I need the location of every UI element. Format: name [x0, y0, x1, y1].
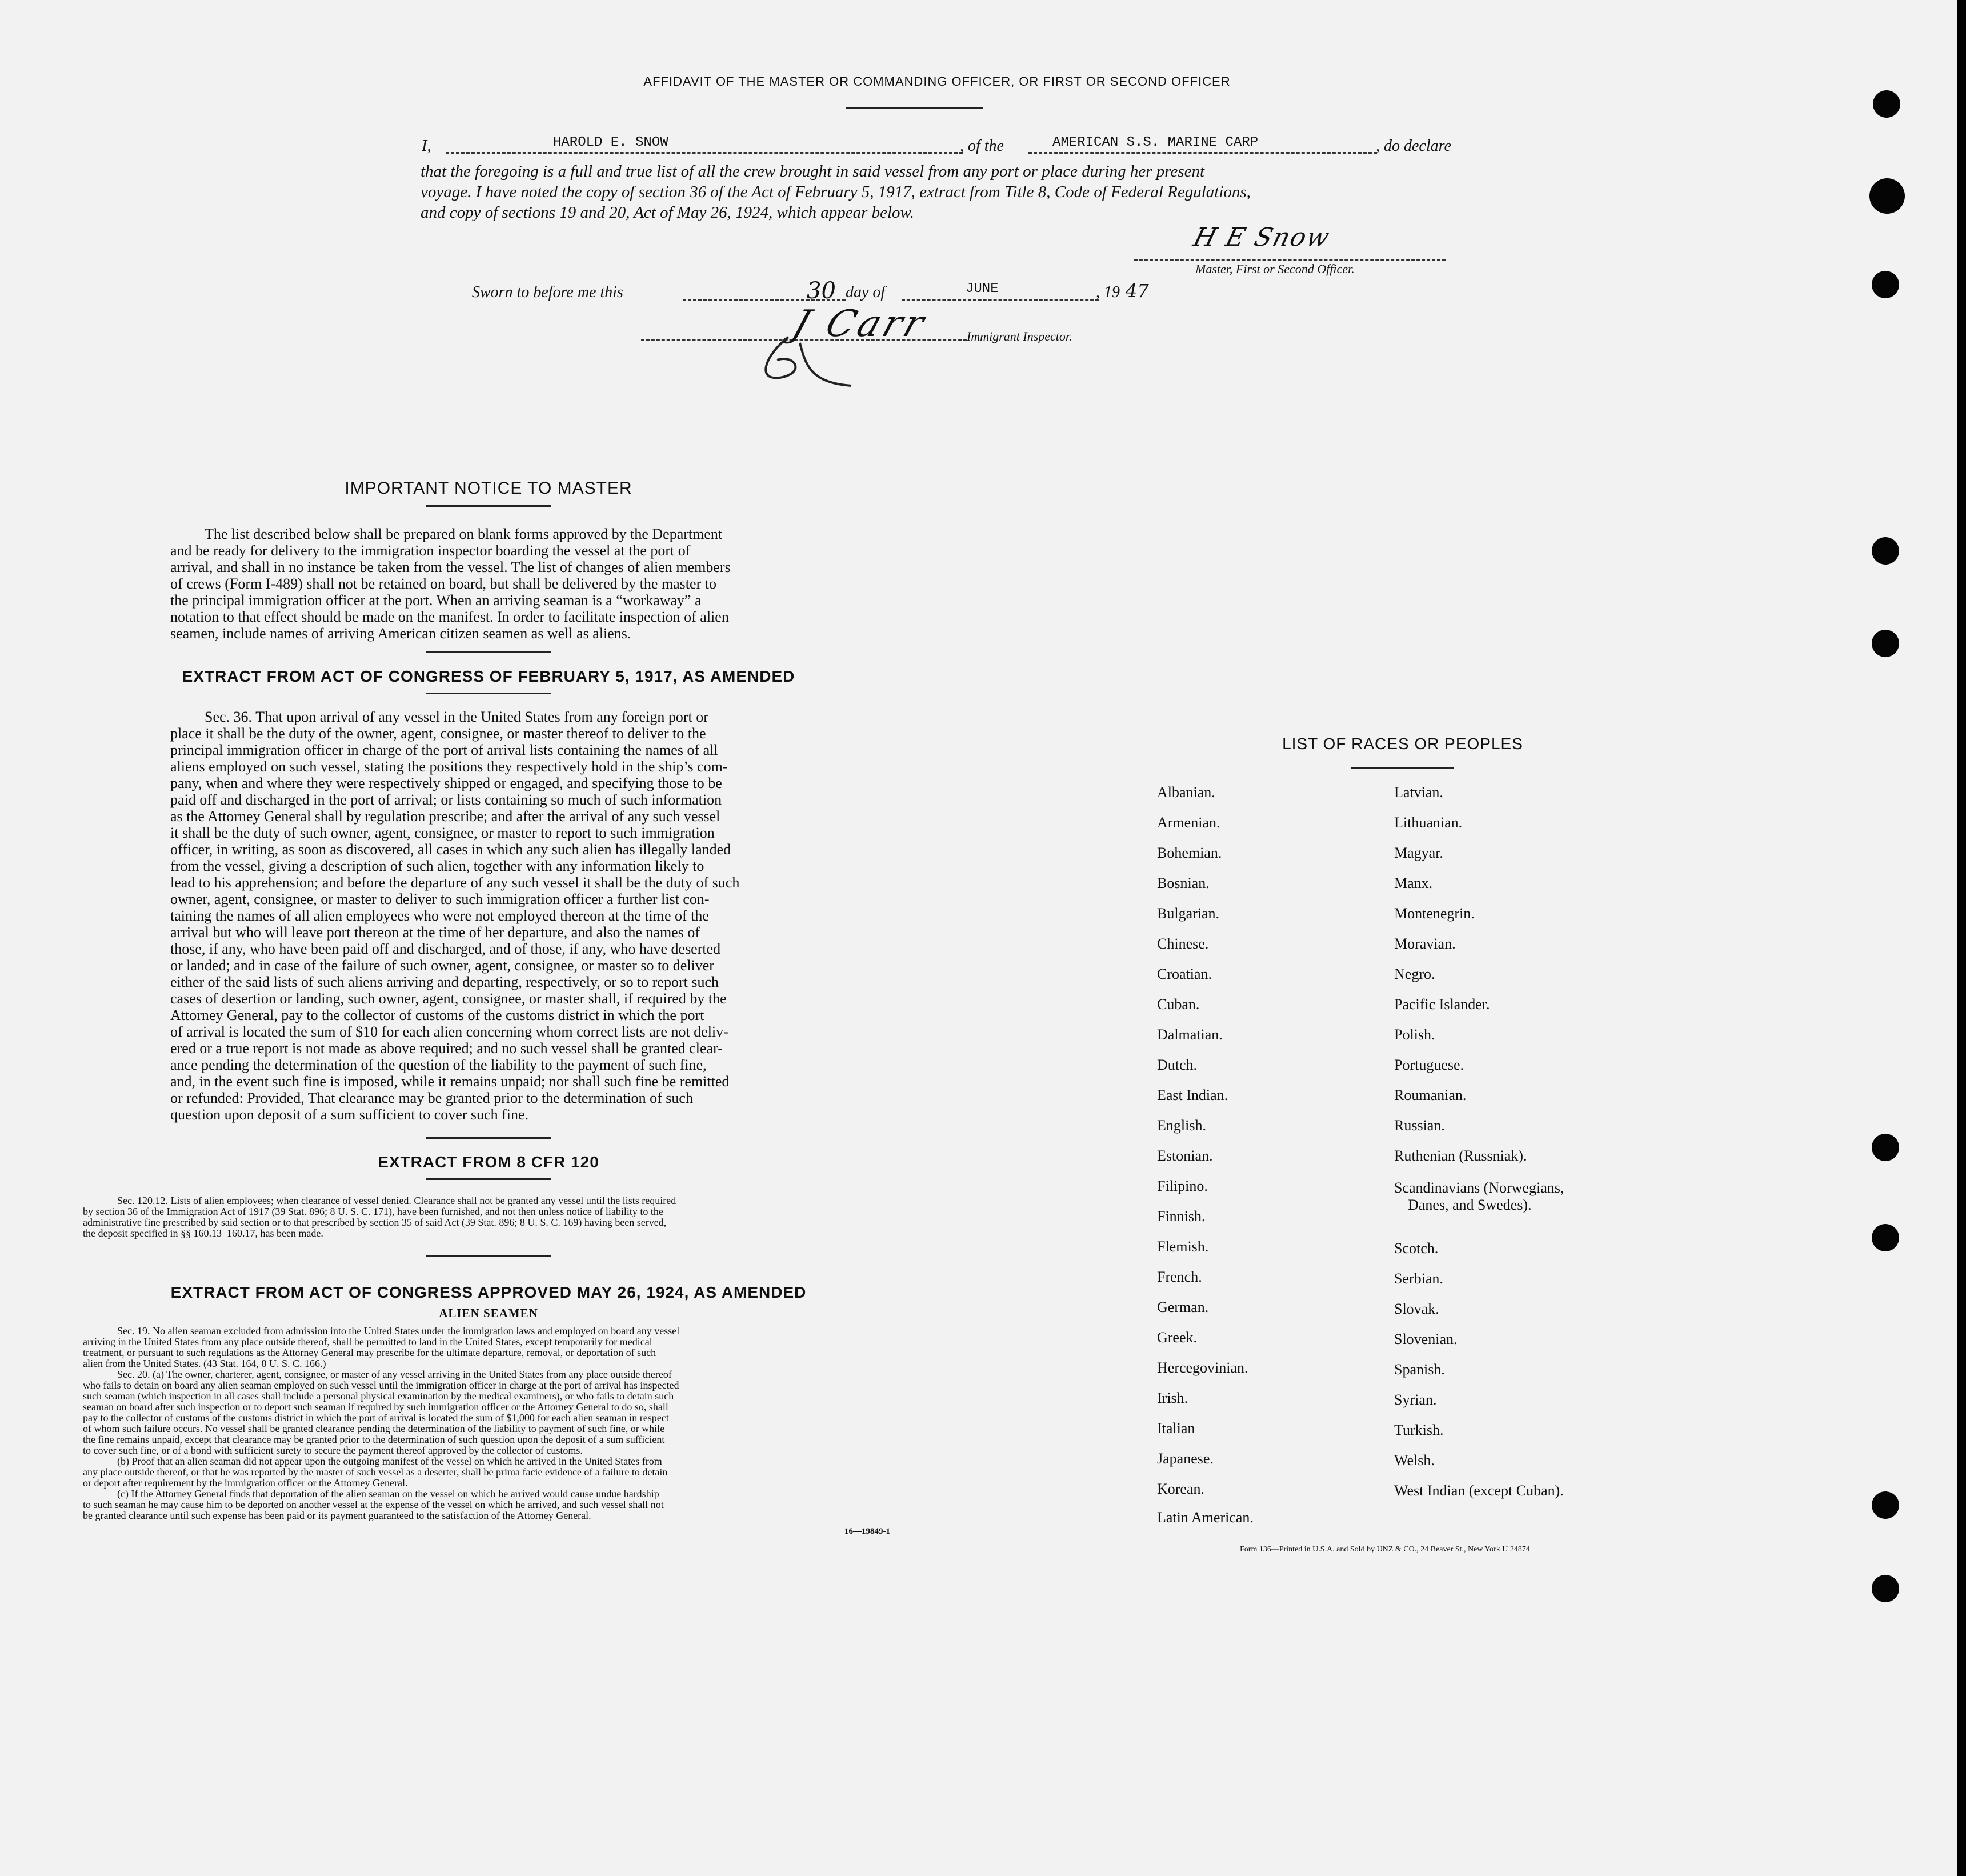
notice-text: [170, 526, 808, 642]
do-declare-label: , do declare: [1376, 137, 1451, 155]
extract-1924-text: [83, 1326, 897, 1521]
notice-line: notation to that effect should be made on the manifest. In order to facilitate inspection of alien: [170, 609, 729, 625]
notice-line: seamen, include names of arriving American citizen seamen as well as aliens.: [170, 625, 631, 642]
extract-1924-line: to cover such fine, or of a bond with sufficient surety to secure the payment thereof approved by the collector of customs.: [83, 1445, 583, 1456]
race-item: East Indian.: [1157, 1087, 1228, 1103]
punch-hole: [1872, 1134, 1899, 1161]
race-item: Welsh.: [1394, 1452, 1435, 1469]
month-blank-line: [902, 299, 1099, 301]
sworn-month-value: JUNE: [966, 281, 999, 297]
extract-1917-line: officer, in writing, as soon as discovered, all cases in which any such alien has illegally landed: [170, 841, 731, 858]
name-blank-line: [446, 152, 963, 154]
cfr-text: [83, 1195, 897, 1239]
extract-1917-line: those, if any, who have been paid off and discharged, and of those, if any, who have deserted: [170, 941, 721, 957]
race-item: Flemish.: [1157, 1238, 1209, 1255]
race-item: Russian.: [1394, 1117, 1445, 1134]
races-left-column: [1157, 784, 1254, 1539]
extract-1917-line: or landed; and in case of the failure of such owner, agent, consignee, or master so to deliver: [170, 957, 714, 974]
race-item: Danes, and Swedes).: [1408, 1197, 1532, 1213]
race-item: Pacific Islander.: [1394, 996, 1490, 1013]
races-right-column: [1394, 784, 1564, 1513]
affidavit-line-3: voyage. I have noted the copy of section 36 of the Act of February 5, 1917, extract from Title 8, Code of Federal Regulations,: [421, 183, 1251, 201]
affidavit-of-the-label: , of the: [960, 137, 1004, 155]
extract-1917-line: owner, agent, consignee, or master to deliver to such immigration officer a further list con-: [170, 891, 710, 907]
extract-1917-line: lead to his apprehension; and before the departure of any such vessel it shall be the duty of such: [170, 874, 740, 891]
race-item: Syrian.: [1394, 1391, 1437, 1408]
extract-1924-heading: EXTRACT FROM ACT OF CONGRESS APPROVED MAY 26, 1924, AS AMENDED: [170, 1283, 807, 1301]
extract-1917-line: of arrival is located the sum of $10 for each alien concerning whom correct lists are not deliv-: [170, 1023, 728, 1040]
punch-hole: [1872, 1491, 1899, 1519]
extract-1917-line: aliens employed on such vessel, stating the positions they respectively hold in the ship’s com-: [170, 758, 728, 775]
extract-1917-line: paid off and discharged in the port of arrival; or lists containing so much of such information: [170, 791, 722, 808]
extract-1917-line: principal immigration officer in charge of the port of arrival lists containing the names of all: [170, 742, 718, 758]
extract-1917-line: taining the names of all alien employees who were not employed thereon at the time of the: [170, 907, 709, 924]
master-signature: H E Snow: [1190, 223, 1334, 252]
master-caption: Master, First or Second Officer.: [1195, 262, 1355, 276]
race-item: Albanian.: [1157, 784, 1215, 801]
extract-1917-line: cases of desertion or landing, such owner, agent, consignee, or master shall, if required by the: [170, 990, 727, 1007]
extract-1917-line: arrival but who will leave port thereon at the time of her departure, and also the names of: [170, 924, 700, 941]
cfr-heading: EXTRACT FROM 8 CFR 120: [378, 1153, 599, 1171]
cfr-end-rule: [426, 1255, 551, 1257]
extract-1924-line: any place outside thereof, or that he was reported by the master of such vessel as a deserter, shall be prima facie evidence of a failure to detain: [83, 1466, 668, 1478]
extract-1917-line: question upon deposit of a sum sufficient to cover such fine.: [170, 1106, 529, 1123]
extract-1924-line: to such seaman he may cause him to be deported on another vessel at the expense of the vessel on which he arrived, and such vessel shall not: [83, 1499, 664, 1510]
extract-1917-line: or refunded: Provided, That clearance may be granted prior to the determination of such: [170, 1090, 693, 1106]
cfr-line: Sec. 120.12. Lists of alien employees; when clearance of vessel denied. Clearance shall not be granted any vessel until the lists required: [117, 1195, 676, 1206]
extract-1924-line: Sec. 19. No alien seaman excluded from admission into the United States under the immigration laws and employed on board any vessel: [117, 1325, 680, 1337]
race-item: German.: [1157, 1299, 1209, 1315]
notice-line: of crews (Form I-489) shall not be retained on board, but shall be delivered by the master to: [170, 575, 716, 592]
vessel-blank-line: [1028, 152, 1377, 154]
extract-1924-line: (b) Proof that an alien seaman did not appear upon the outgoing manifest of the vessel on which he arrived in the United States from: [117, 1455, 662, 1467]
race-item: Estonian.: [1157, 1147, 1213, 1164]
affidavit-heading: AFFIDAVIT OF THE MASTER OR COMMANDING OFFICER, OR FIRST OR SECOND OFFICER: [643, 74, 1231, 89]
extract-1917-line: ered or a true report is not made as above required; and no such vessel shall be granted clear-: [170, 1040, 723, 1057]
punch-hole: [1872, 630, 1899, 657]
extract-1917-line: place it shall be the duty of the owner, agent, consignee, or master thereof to deliver to the: [170, 725, 706, 742]
cfr-line: administrative fine prescribed by said section or to that prescribed by section 35 of said Act (39 Stat. 896; 8 U. S. C. 169) having been served,: [83, 1217, 667, 1228]
race-item: Ruthenian (Russniak).: [1394, 1147, 1527, 1164]
race-item: Bosnian.: [1157, 875, 1210, 891]
inspector-caption: Immigrant Inspector.: [967, 329, 1072, 343]
extract-1924-line: Sec. 20. (a) The owner, charterer, agent, consignee, or master of any vessel arriving in the United States from any place outside thereof: [117, 1369, 672, 1380]
extract-1917-line: from the vessel, giving a description of such alien, together with any information likely to: [170, 858, 704, 874]
extract-1924-line: such seaman (which inspection in all cases shall include a personal physical examination by the medical examiners), or who fails to detain such: [83, 1390, 674, 1402]
printer-imprint: Form 136—Printed in U.S.A. and Sold by UNZ & CO., 24 Beaver St., New York U 24874: [1240, 1545, 1530, 1554]
race-item: Bulgarian.: [1157, 905, 1220, 922]
extract-1924-line: the fine remains unpaid, except that clearance may be granted prior to the determination of such question upon the deposit of a sum sufficient: [83, 1434, 665, 1445]
cfr-line: by section 36 of the Immigration Act of 1917 (39 Stat. 896; 8 U. S. C. 171), have been furnished, and not then unless notice of liability to the: [83, 1206, 663, 1217]
extract-1917-text: [170, 709, 808, 1123]
inspector-signature-flourish: [743, 320, 857, 394]
form-code: 16—19849-1: [844, 1527, 890, 1536]
race-item: Turkish.: [1394, 1422, 1444, 1438]
sworn-year-value: 47: [1126, 280, 1149, 302]
notice-rule: [426, 505, 551, 507]
affidavit-i-label: I,: [422, 137, 431, 155]
race-item: English.: [1157, 1117, 1206, 1134]
extract-1924-line: or deport after requirement by the immigration officer or the Attorney General.: [83, 1477, 408, 1489]
affidavit-line-2: that the foregoing is a full and true list of all the crew brought in said vessel from any port or place during her present: [421, 162, 1205, 181]
cfr-rule: [426, 1178, 551, 1180]
signature-blank-line: [1134, 259, 1446, 261]
extract-1917-line: and, in the event such fine is imposed, while it remains unpaid; nor shall such fine be remitted: [170, 1073, 730, 1090]
race-item: Scandinavians (Norwegians,: [1394, 1179, 1564, 1196]
race-item: Croatian.: [1157, 966, 1212, 982]
race-item: Roumanian.: [1394, 1087, 1467, 1103]
punch-hole: [1872, 1224, 1899, 1251]
race-item: Italian: [1157, 1420, 1195, 1437]
extract-1924-line: treatment, or pursuant to such regulations as the Attorney General may prescribe for the ultimate departure, removal, or deportation of such: [83, 1347, 656, 1358]
notice-line: the principal immigration officer at the port. When an arriving seaman is a “workaway” a: [170, 592, 702, 609]
heading-rule: [846, 107, 983, 109]
extract-1924-line: seaman on board after such inspection or to deport such seaman if required by such immigration officer or the Attorney General to do so, shall: [83, 1401, 668, 1413]
extract-1917-heading: EXTRACT FROM ACT OF CONGRESS OF FEBRUARY 5, 1917, AS AMENDED: [182, 667, 795, 685]
race-item: Latvian.: [1394, 784, 1443, 801]
extract-1917-line: it shall be the duty of such owner, agent, consignee, or master to report to such immigration: [170, 825, 715, 841]
extract-1917-line: as the Attorney General shall by regulation prescribe; and after the arrival of any such vessel: [170, 808, 720, 825]
notice-line: arrival, and shall in no instance be taken from the vessel. The list of changes of alien members: [170, 559, 731, 575]
extract-1924-line: alien from the United States. (43 Stat. 164, 8 U. S. C. 166.): [83, 1358, 326, 1369]
race-item: Serbian.: [1394, 1270, 1443, 1287]
race-item: Manx.: [1394, 875, 1433, 891]
extract-1917-line: either of the said lists of such aliens arriving and departing, respectively, or so to report such: [170, 974, 719, 990]
race-item: Finnish.: [1157, 1208, 1206, 1225]
cfr-line: the deposit specified in §§ 160.13–160.17, has been made.: [83, 1227, 323, 1239]
notice-end-rule: [426, 651, 551, 653]
punch-hole: [1872, 537, 1899, 565]
race-item: Japanese.: [1157, 1450, 1214, 1467]
race-item: Irish.: [1157, 1390, 1188, 1406]
race-item: Polish.: [1394, 1026, 1435, 1043]
races-heading: LIST OF RACES OR PEOPLES: [1282, 735, 1523, 753]
extract-1924-line: be granted clearance until such expense has been paid or its payment guaranteed to the satisfaction of the Attorney General.: [83, 1510, 591, 1521]
race-item: Bohemian.: [1157, 845, 1222, 861]
race-item: Dalmatian.: [1157, 1026, 1223, 1043]
race-item: Montenegrin.: [1394, 905, 1475, 922]
sworn-day-value: 30: [807, 278, 836, 304]
day-of-label: day of: [846, 283, 886, 301]
race-item: French.: [1157, 1269, 1202, 1285]
affidavit-line-4: and copy of sections 19 and 20, Act of May 26, 1924, which appear below.: [421, 203, 914, 222]
extract-1917-end-rule: [426, 1137, 551, 1139]
race-item: Scotch.: [1394, 1240, 1439, 1257]
extract-1924-line: pay to the collector of customs of the customs district in which the port of arrival is located the sum of $1,000 for each alien seaman in respect: [83, 1412, 669, 1423]
race-item: Slovak.: [1394, 1301, 1439, 1317]
race-item: Negro.: [1394, 966, 1435, 982]
race-item: Cuban.: [1157, 996, 1200, 1013]
sworn-label: Sworn to before me this: [472, 283, 623, 301]
race-item: Lithuanian.: [1394, 814, 1463, 831]
race-item: Dutch.: [1157, 1057, 1198, 1073]
race-item: Magyar.: [1394, 845, 1443, 861]
race-item: Moravian.: [1394, 935, 1456, 952]
race-item: Filipino.: [1157, 1178, 1208, 1194]
punch-hole: [1873, 90, 1900, 118]
inspector-signature: J Carr: [787, 303, 933, 345]
extract-1917-line: Sec. 36. That upon arrival of any vessel in the United States from any foreign port or: [205, 709, 708, 725]
race-item: Greek.: [1157, 1329, 1198, 1346]
extract-1924-line: arriving in the United States from any place outside thereof, shall be permitted to land in the United States, except temporarily for medical: [83, 1336, 652, 1347]
extract-1917-line: Attorney General, pay to the collector of customs of the customs district in which the port: [170, 1007, 704, 1023]
race-item: Spanish.: [1394, 1361, 1445, 1378]
race-item: Korean.: [1157, 1481, 1205, 1497]
alien-seamen-subheading: ALIEN SEAMEN: [439, 1306, 538, 1320]
extract-1924-line: of whom such failure occurs. No vessel shall be granted clearance pending the determination of the liability to payment of such fine, or while: [83, 1423, 665, 1434]
punch-hole: [1869, 178, 1905, 214]
race-item: Armenian.: [1157, 814, 1220, 831]
punch-hole: [1872, 1575, 1899, 1602]
master-name-value: HAROLD E. SNOW: [553, 135, 668, 150]
notice-heading: IMPORTANT NOTICE TO MASTER: [345, 479, 632, 498]
extract-1924-line: (c) If the Attorney General finds that deportation of the alien seaman on the vessel on which he arrived would cause undue hardship: [117, 1488, 659, 1499]
race-item: Latin American.: [1157, 1509, 1254, 1526]
extract-1924-line: who fails to detain on board any alien seaman employed on such vessel until the immigration officer in charge at the port of arrival has inspected: [83, 1379, 679, 1391]
extract-1917-line: pany, when and where they were respectively shipped or engaged, and specifying those to be: [170, 775, 722, 791]
notice-line: The list described below shall be prepared on blank forms approved by the Department: [205, 526, 723, 542]
year-prefix: , 19: [1096, 283, 1120, 301]
races-rule: [1351, 767, 1454, 769]
race-item: Portuguese.: [1394, 1057, 1464, 1073]
punch-hole: [1872, 271, 1899, 298]
race-item: West Indian (except Cuban).: [1394, 1482, 1564, 1499]
race-item: Hercegovinian.: [1157, 1359, 1248, 1376]
extract-1917-rule: [426, 693, 551, 694]
notice-line: and be ready for delivery to the immigration inspector boarding the vessel at the port of: [170, 542, 691, 559]
extract-1917-line: ance pending the determination of the question of the liability to the payment of such fine,: [170, 1057, 707, 1073]
race-item: Chinese.: [1157, 935, 1209, 952]
vessel-name-value: AMERICAN S.S. MARINE CARP: [1052, 135, 1259, 150]
race-item: Slovenian.: [1394, 1331, 1458, 1347]
